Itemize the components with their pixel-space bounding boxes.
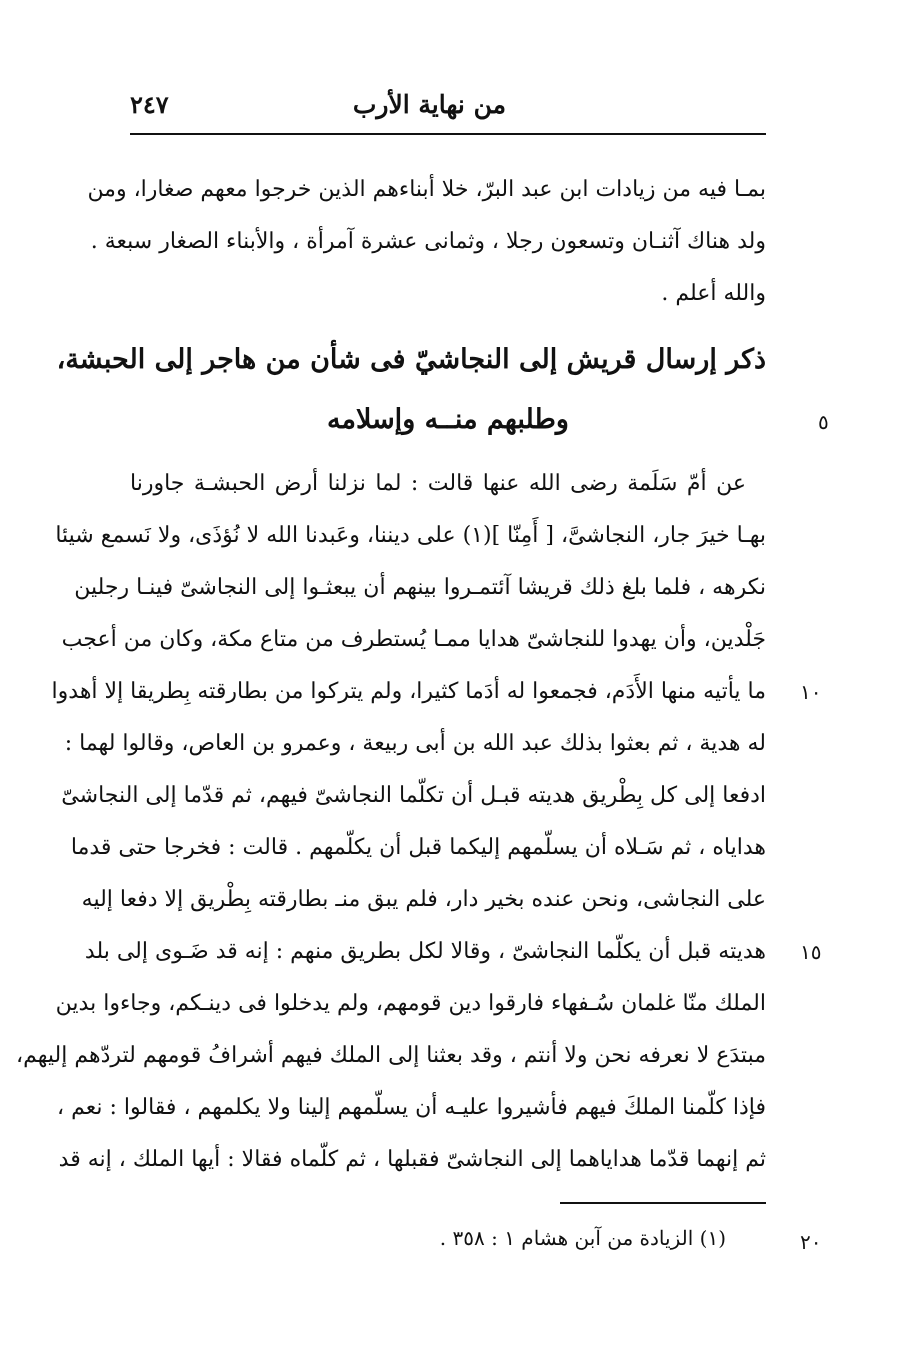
main-paragraph (16, 458, 766, 1186)
text-line: ما يأتيه منها الأَدَم، فجمعوا له أدَما كثيرا، ولم يتركوا من بطارقته بِطريقا إلا أهدوا (51, 679, 766, 704)
text-line: جَلْدين، وأن يهدوا للنجاشىّ هدايا ممـا يُستطرف من متاع مكة، وكان من أعجب (61, 627, 766, 652)
text-line: ادفعا إلى كل بِطْريق هديته قبـل أن تكلّما النجاشىّ فيهم، ثم قدّما إلى النجاشىّ (61, 783, 766, 808)
text-line: بهـا خيرَ جار، النجاشىَّ، [ أَمِنّا ](١) على ديننا، وعَبدنا الله لا نُؤذَى، ولا نَسمع شيئا (55, 523, 766, 548)
text-line: الملك منّا غلمان سُـفهاء فارقوا دين قومهم، ولم يدخلوا فى دينـكم، وجاءوا بدين (55, 991, 766, 1016)
header-rule (130, 133, 766, 135)
line-number-20: ٢٠ (800, 1230, 822, 1254)
text-line: مبتدَع لا نعرفه نحن ولا أنتم ، وقد بعثنا إلى الملك فيهم أشرافُ قومهم لتردّهم إليهم، (16, 1043, 766, 1068)
text-line: هداياه ، ثم سَـلاه أن يسلّمهم إليكما قبل أن يكلّمهم . قالت : فخرجا حتى قدما (70, 835, 766, 860)
intro-paragraph (87, 164, 766, 320)
text-line: فإذا كلّمنا الملكَ فيهم فأشيروا عليـه أن يسلّمهم إلينا ولا يكلمهم ، فقالوا : نعم ، (57, 1095, 766, 1120)
text-line: على النجاشى، ونحن عنده بخير دار، فلم يبق منـ بطارقته بِطْريق إلا دفعا إليه (81, 887, 766, 912)
footnote-rule (560, 1202, 766, 1204)
section-heading-line-2: وطلبهم منــه وإسلامه (327, 404, 569, 435)
line-number-5: ٥ (818, 410, 829, 434)
text-line: ثم إنهما قدّما هداياهما إلى النجاشىّ فقبلها ، ثم كلّماه فقالا : أيها الملك ، إنه قد (58, 1147, 766, 1172)
running-title: من نهاية الأرب (352, 90, 506, 119)
text-line: هديته قبل أن يكلّما النجاشىّ ، وقالا لكل بطريق منهم : إنه قد ضَـوى إلى بلد (84, 939, 766, 964)
footnote: (١) الزيادة من آبن هشام ١ : ٣٥٨ . (439, 1226, 726, 1250)
text-line: ولد هناك آثنـان وتسعون رجلا ، وثمانى عشرة آمرأة ، والأبناء الصغار سبعة . (90, 229, 766, 254)
text-line: نكرهه ، فلما بلغ ذلك قريشا آئتمـروا بينهم أن يبعثـوا إلى النجاشىّ فينـا رجلين (74, 575, 766, 600)
text-line: والله أعلم . (661, 281, 766, 306)
line-number-15: ١٥ (800, 940, 822, 964)
page-header (130, 84, 766, 132)
text-line: بمـا فيه من زيادات ابن عبد البرّ، خلا أبناءهم الذين خرجوا معهم صغارا، ومن (87, 177, 766, 202)
text-line: عن أمّ سَلَمة رضى الله عنها قالت : لما نزلنا أرض الحبشـة جاورنا (130, 471, 746, 496)
page-number: ٢٤٧ (130, 90, 169, 119)
line-number-10: ١٠ (800, 680, 822, 704)
text-line: له هدية ، ثم بعثوا بذلك عبد الله بن أبى ربيعة ، وعمرو بن العاص، وقالوا لهما : (64, 731, 766, 756)
section-heading-line-1: ذكر إرسال قريش إلى النجاشيّ فى شأن من هاجر إلى الحبشة، (56, 344, 766, 375)
